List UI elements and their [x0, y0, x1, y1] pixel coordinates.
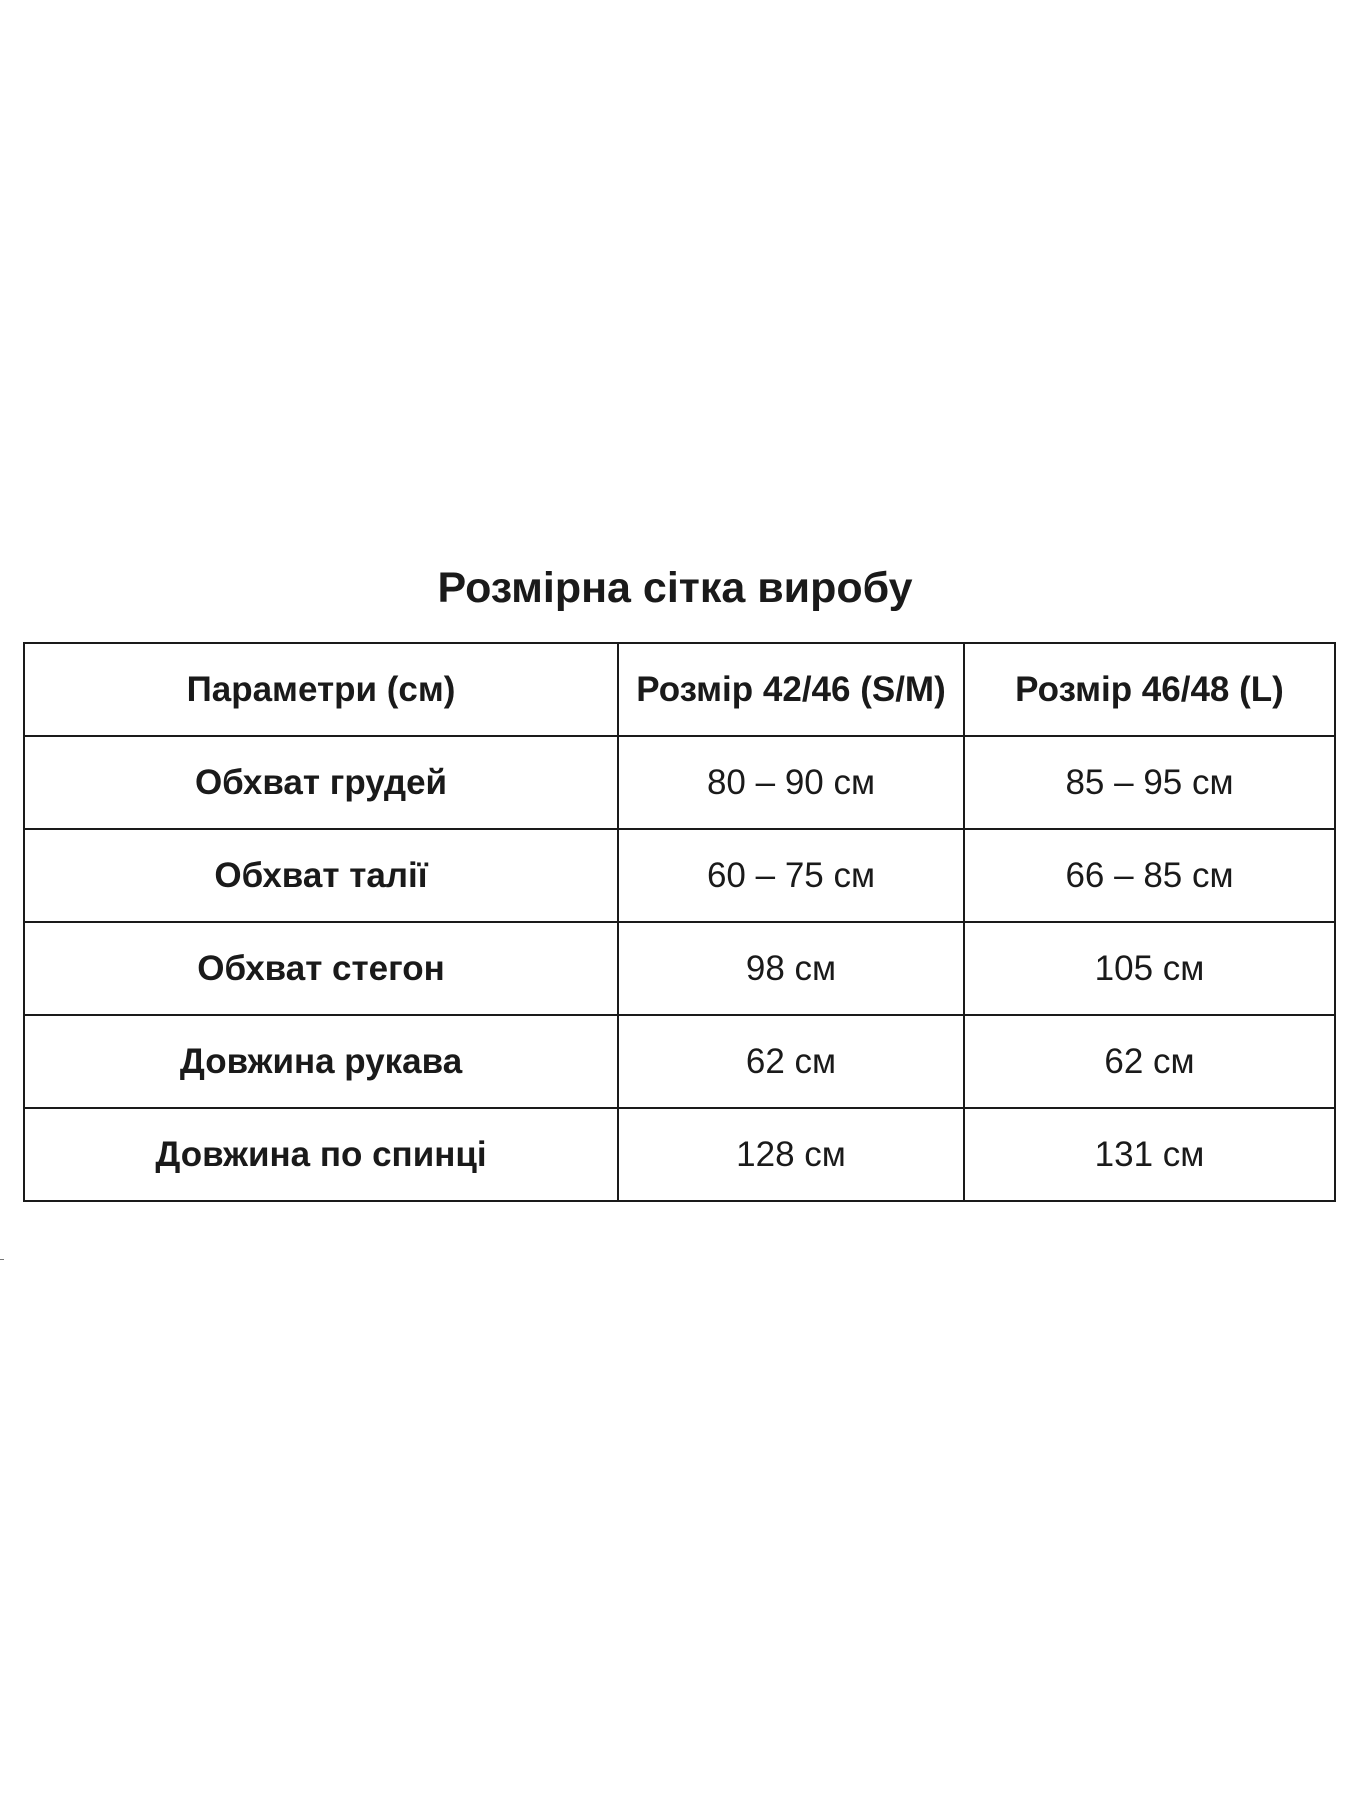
table-row — [24, 922, 1335, 1015]
cell-waist-sm: 60 – 75 см — [618, 829, 964, 922]
table-row — [24, 736, 1335, 829]
cell-waist-l: 66 – 85 см — [964, 829, 1335, 922]
header-size-l: Розмір 46/48 (L) — [964, 643, 1335, 736]
cell-back-length-sm: 128 см — [618, 1108, 964, 1201]
cell-chest-l: 85 – 95 см — [964, 736, 1335, 829]
header-size-sm: Розмір 42/46 (S/M) — [618, 643, 964, 736]
table-header-row — [24, 643, 1335, 736]
cell-sleeve-sm: 62 см — [618, 1015, 964, 1108]
header-parameters: Параметри (см) — [24, 643, 618, 736]
cell-hips-l: 105 см — [964, 922, 1335, 1015]
row-label-back-length: Довжина по спинці — [24, 1108, 618, 1201]
row-label-waist: Обхват талії — [24, 829, 618, 922]
table-row — [24, 1108, 1335, 1201]
edge-mark — [0, 1259, 4, 1260]
row-label-sleeve: Довжина рукава — [24, 1015, 618, 1108]
page-title: Розмірна сітка виробу — [437, 564, 913, 612]
cell-back-length-l: 131 см — [964, 1108, 1335, 1201]
cell-sleeve-l: 62 см — [964, 1015, 1335, 1108]
table-row — [24, 829, 1335, 922]
cell-chest-sm: 80 – 90 см — [618, 736, 964, 829]
size-chart-table — [23, 642, 1336, 1202]
row-label-hips: Обхват стегон — [24, 922, 618, 1015]
table-row — [24, 1015, 1335, 1108]
cell-hips-sm: 98 см — [618, 922, 964, 1015]
row-label-chest: Обхват грудей — [24, 736, 618, 829]
